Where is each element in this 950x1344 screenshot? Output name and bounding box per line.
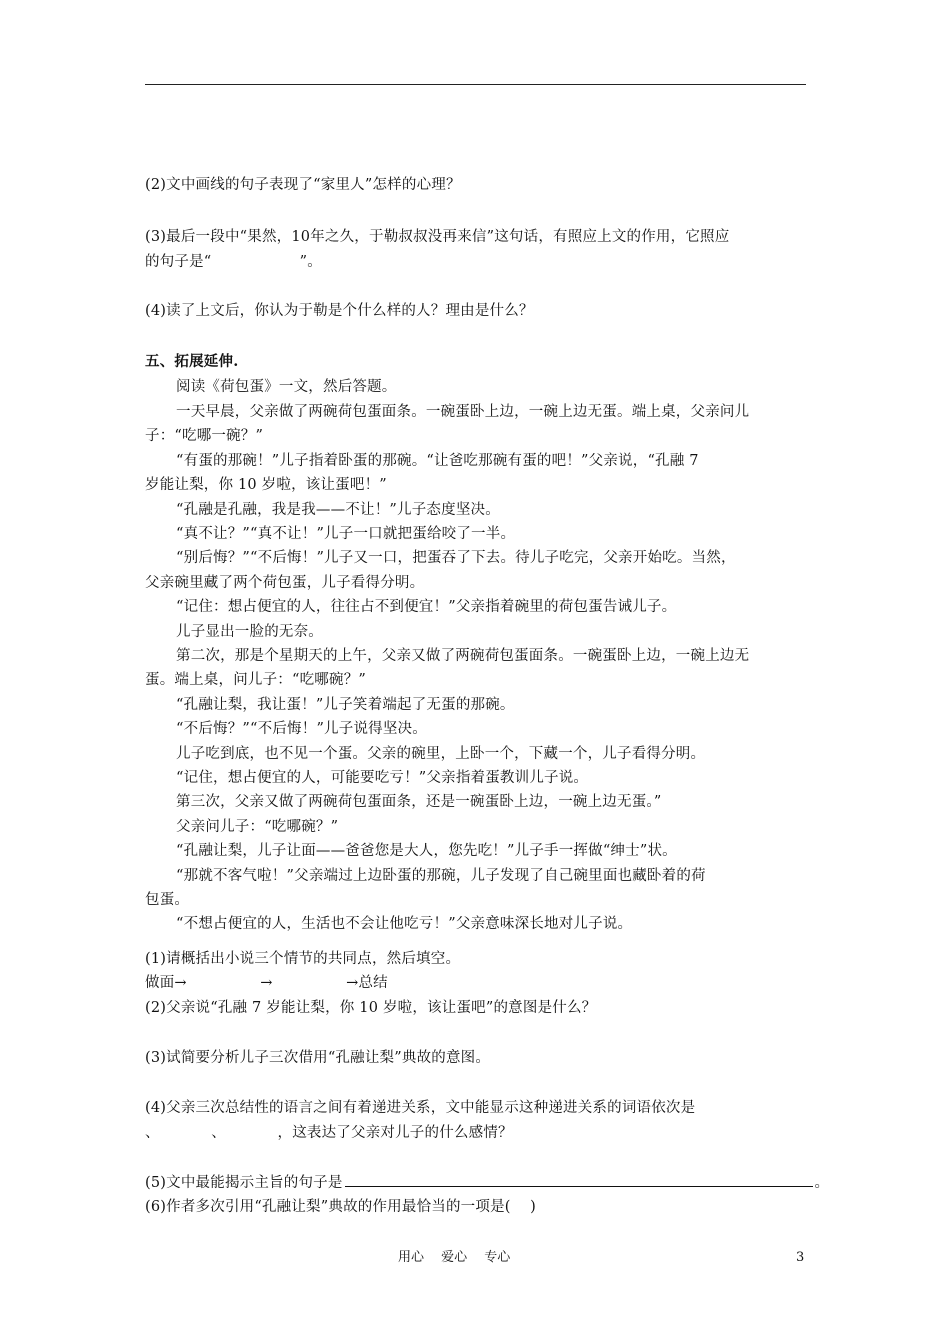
story-line: “孔融让梨，我让蛋！”儿子笑着端起了无蛋的那碗。 xyxy=(176,697,515,713)
story-line: 包蛋。 xyxy=(145,892,190,908)
question-4: (4)读了上文后，你认为于勒是个什么样的人？理由是什么？ xyxy=(145,303,534,319)
sub-question-4-line-2: 、 、 ，这表达了父亲对儿子的什么感情？ xyxy=(145,1125,513,1141)
reading-intro: 阅读《荷包蛋》一文，然后答题。 xyxy=(176,379,397,395)
sub-question-5-prefix: (5)文中最能揭示主旨的句子是 xyxy=(145,1175,343,1191)
story-line: 父亲问儿子：“吃哪碗？” xyxy=(176,819,339,835)
sub-question-6: (6)作者多次引用“孔融让梨”典故的作用最恰当的一项是( ) xyxy=(145,1199,536,1215)
sub-question-1-fill: 做面→ → →总结 xyxy=(145,975,388,991)
story-line: 蛋。端上桌，问儿子：“吃哪碗？” xyxy=(145,672,367,688)
question-3-line-2: 的句子是“ ”。 xyxy=(145,254,322,270)
story-line: 第二次，那是个星期天的上午，父亲又做了两碗荷包蛋面条。一碗蛋卧上边，一碗上边无 xyxy=(176,648,750,664)
answer-blank xyxy=(345,1172,813,1187)
story-line: “别后悔？”“不后悔！”儿子又一口，把蛋吞了下去。待儿子吃完，父亲开始吃。当然， xyxy=(176,550,736,566)
story-line: 儿子吃到底，也不见一个蛋。父亲的碗里，上卧一个，下藏一个，儿子看得分明。 xyxy=(176,746,706,762)
footer-motto: 用心 爱心 专心 xyxy=(398,1250,511,1265)
section-heading: 五、拓展延伸. xyxy=(145,353,239,370)
story-line: “记住，想占便宜的人，可能要吃亏！”父亲指着蛋教训儿子说。 xyxy=(176,770,589,786)
sub-question-5 xyxy=(145,1172,829,1193)
sub-question-4-line-1: (4)父亲三次总结性的语言之间有着递进关系，文中能显示这种递进关系的词语依次是 xyxy=(145,1100,696,1116)
story-line: “不想占便宜的人，生活也不会让他吃亏！”父亲意味深长地对儿子说。 xyxy=(176,916,633,932)
page-number: 3 xyxy=(796,1250,805,1265)
sub-question-3: (3)试简要分析儿子三次借用“孔融让梨”典故的意图。 xyxy=(145,1050,491,1066)
story-line: “那就不客气啦！”父亲端过上边卧蛋的那碗，儿子发现了自己碗里面也藏卧着的荷 xyxy=(176,868,706,884)
story-line: 子：“吃哪一碗？” xyxy=(145,428,264,444)
question-2: (2)文中画线的句子表现了“家里人”怎样的心理？ xyxy=(145,177,461,193)
sub-question-2: (2)父亲说“孔融 7 岁能让梨，你 10 岁啦，该让蛋吧”的意图是什么？ xyxy=(145,1000,597,1016)
story-line: “孔融让梨，儿子让面——爸爸您是大人，您先吃！”儿子手一挥做“绅士”状。 xyxy=(176,843,677,859)
story-line: “记住：想占便宜的人，往往占不到便宜！”父亲指着碗里的荷包蛋告诫儿子。 xyxy=(176,599,677,615)
story-line: 一天早晨，父亲做了两碗荷包蛋面条。一碗蛋卧上边，一碗上边无蛋。端上桌，父亲问儿 xyxy=(176,404,750,420)
story-line: 父亲碗里藏了两个荷包蛋，儿子看得分明。 xyxy=(145,575,425,591)
story-line: “孔融是孔融，我是我——不让！”儿子态度坚决。 xyxy=(176,502,500,518)
story-line: 岁能让梨，你 10 岁啦，该让蛋吧！” xyxy=(145,477,387,493)
story-line: “不后悔？”“不后悔！”儿子说得坚决。 xyxy=(176,721,427,737)
sub-question-5-suffix: 。 xyxy=(814,1175,830,1191)
sub-question-1: (1)请概括出小说三个情节的共同点，然后填空。 xyxy=(145,951,461,967)
story-line: “有蛋的那碗！”儿子指着卧蛋的那碗。“让爸吃那碗有蛋的吧！”父亲说，“孔融 7 xyxy=(176,453,699,469)
story-line: 第三次，父亲又做了两碗荷包蛋面条，还是一碗蛋卧上边，一碗上边无蛋。” xyxy=(176,794,662,810)
header-rule xyxy=(145,84,806,85)
question-3-line-1: (3)最后一段中“果然，10年之久，于勒叔叔没再来信”这句话，有照应上文的作用，它照应 xyxy=(145,229,730,245)
story-line: “真不让？”“真不让！”儿子一口就把蛋给咬了一半。 xyxy=(176,526,516,542)
story-line: 儿子显出一脸的无奈。 xyxy=(176,624,323,640)
